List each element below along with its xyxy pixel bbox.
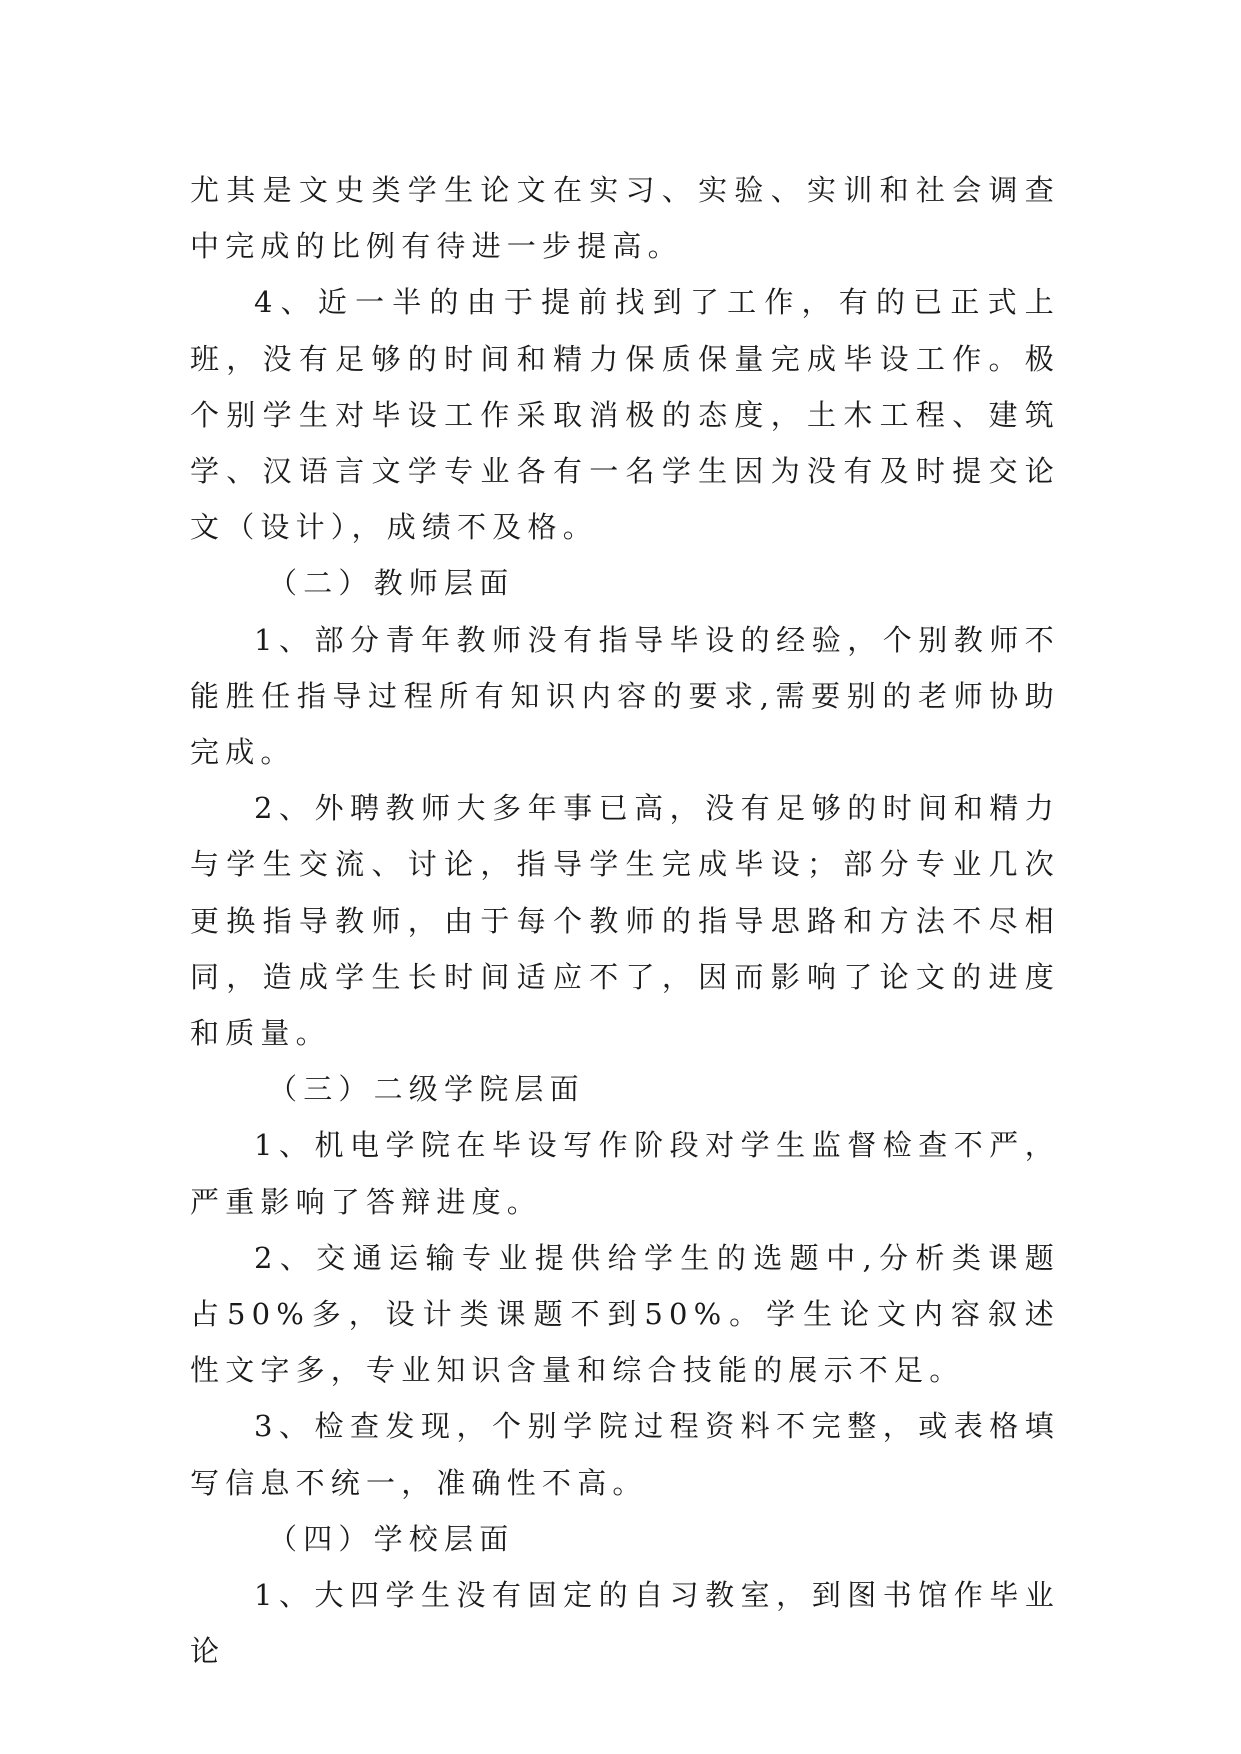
section-heading-school: （四）学校层面 [268,1521,515,1556]
paragraph-teachers-item-1: 1、部分青年教师没有指导毕设的经验，个别教师不能胜任指导过程所有知识内容的要求,需要别的老师协助完成。 [190,622,1060,770]
document-body [190,162,1060,1679]
paragraph-school-item-1: 1、大四学生没有固定的自习教室，到图书馆作毕业论 [190,1578,1060,1669]
paragraph-item-4: 4、近一半的由于提前找到了工作，有的已正式上班，没有足够的时间和精力保质保量完成毕设工作。极个别学生对毕设工作采取消极的态度，土木工程、建筑学、汉语言文学专业各有一名学生因为没有及时提交论文（设计），成绩不及格。 [190,285,1060,545]
paragraph-teachers-item-2: 2、外聘教师大多年事已高，没有足够的时间和精力与学生交流、讨论，指导学生完成毕设；部分专业几次更换指导教师，由于每个教师的指导思路和方法不尽相同，造成学生长时间适应不了，因而影响了论文的进度和质量。 [190,791,1060,1051]
section-heading-colleges: （三）二级学院层面 [268,1072,585,1107]
paragraph-colleges-item-3: 3、检查发现，个别学院过程资料不完整，或表格填写信息不统一，准确性不高。 [190,1409,1060,1500]
paragraph-colleges-item-2: 2、交通运输专业提供给学生的选题中,分析类课题占50%多，设计类课题不到50%。学生论文内容叙述性文字多，专业知识含量和综合技能的展示不足。 [190,1240,1060,1388]
paragraph-continuation: 尤其是文史类学生论文在实习、实验、实训和社会调查中完成的比例有待进一步提高。 [190,173,1060,264]
paragraph-colleges-item-1: 1、机电学院在毕设写作阶段对学生监督检查不严，严重影响了答辩进度。 [190,1128,1060,1219]
section-heading-teachers: （二）教师层面 [268,566,515,601]
